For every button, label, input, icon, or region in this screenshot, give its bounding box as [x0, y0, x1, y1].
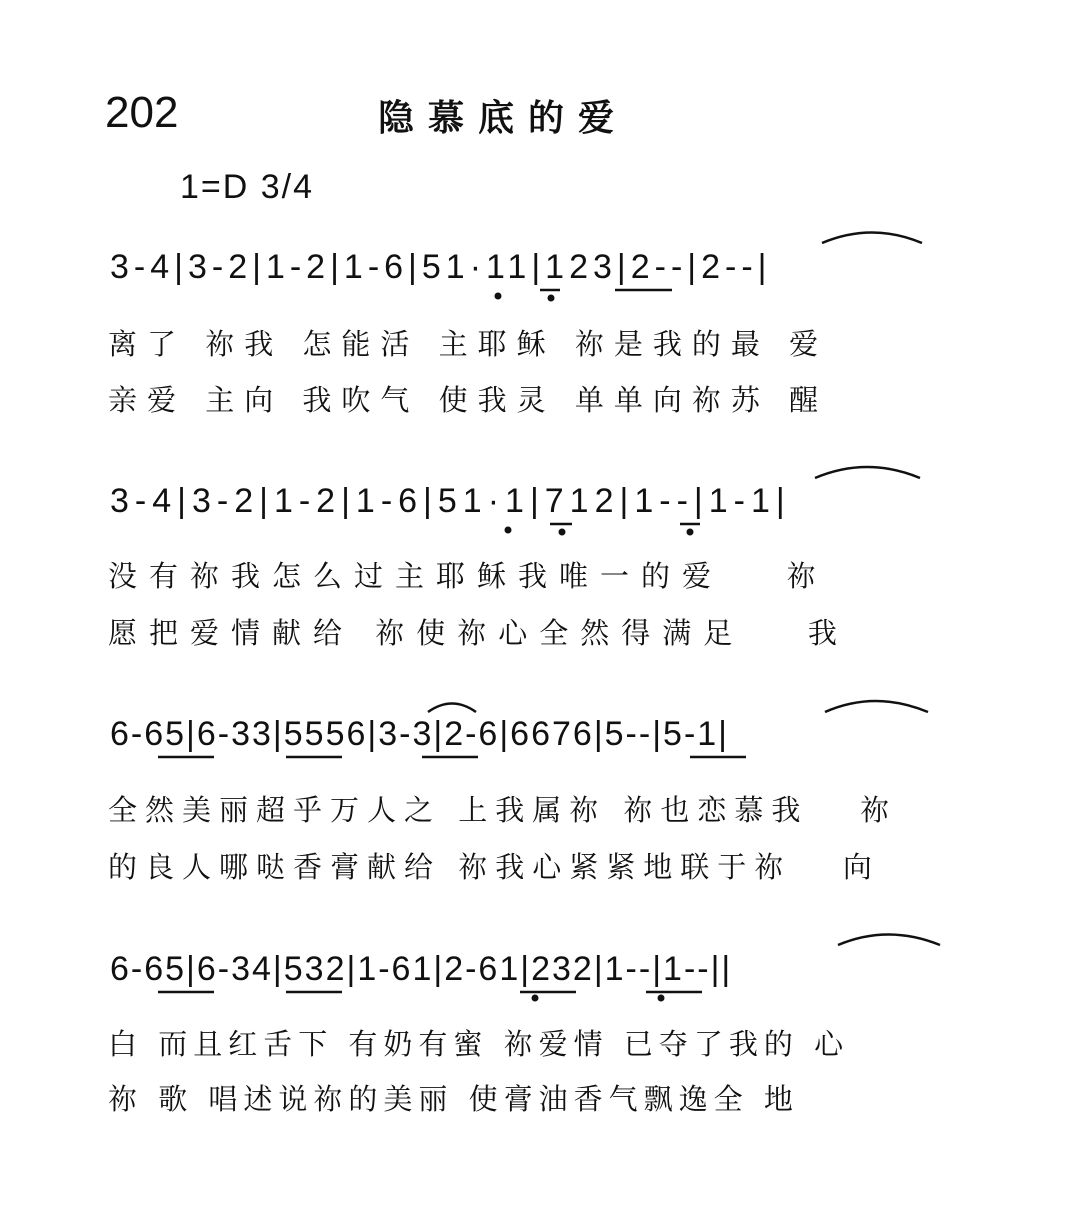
tie-3 — [428, 704, 476, 713]
low-dot-5 — [687, 529, 694, 536]
low-dot-7 — [658, 995, 665, 1002]
lyric-line-2b: 愿把爱情献给 祢使祢心全然得满足 我 — [108, 616, 849, 650]
lyric-line-4a: 白 而且红舌下 有奶有蜜 祢爱情 已夺了我的 心 — [108, 1027, 850, 1061]
tie-1 — [822, 233, 922, 244]
low-dot-4 — [559, 529, 566, 536]
notation-line-2: 3-4|3-2|1-2|1-6|51·1|712|1--|1-1| — [110, 482, 791, 520]
tie-5 — [838, 935, 940, 946]
low-dot-2 — [548, 295, 555, 302]
hymn-title: 隐慕底的爱 — [378, 98, 629, 139]
tie-2 — [815, 467, 920, 478]
lyric-line-1a: 离了 祢我 怎能活 主耶稣 祢是我的最 爱 — [108, 327, 829, 361]
lyric-line-3a: 全然美丽超乎万人之 上我属祢 祢也恋慕我 祢 — [108, 793, 898, 827]
key-signature: 1=D 3/4 — [180, 168, 315, 206]
lyric-line-4b: 祢 歌 唱述说祢的美丽 使膏油香气飘逸全 地 — [108, 1082, 799, 1116]
notation-line-4: 6-65|6-34|532|1-61|2-61|232|1--|1--|| — [110, 950, 733, 988]
low-dot-3 — [505, 527, 512, 534]
tie-4 — [825, 701, 928, 712]
lyric-line-2a: 没有祢我怎么过主耶稣我唯一的爱 祢 — [108, 559, 828, 593]
lyric-line-3b: 的良人哪哒香膏献给 祢我心紧紧地联于祢 向 — [108, 850, 880, 884]
lyric-line-1b: 亲爱 主向 我吹气 使我灵 单单向祢苏 醒 — [108, 383, 829, 417]
notation-line-1: 3-4|3-2|1-2|1-6|51·11|123|2--|2--| — [110, 248, 772, 286]
hymn-number: 202 — [105, 88, 179, 137]
low-dot-1 — [495, 293, 502, 300]
notation-line-3: 6-65|6-33|5556|3-3|2-6|6676|5--|5-1| — [110, 715, 730, 753]
low-dot-6 — [532, 995, 539, 1002]
